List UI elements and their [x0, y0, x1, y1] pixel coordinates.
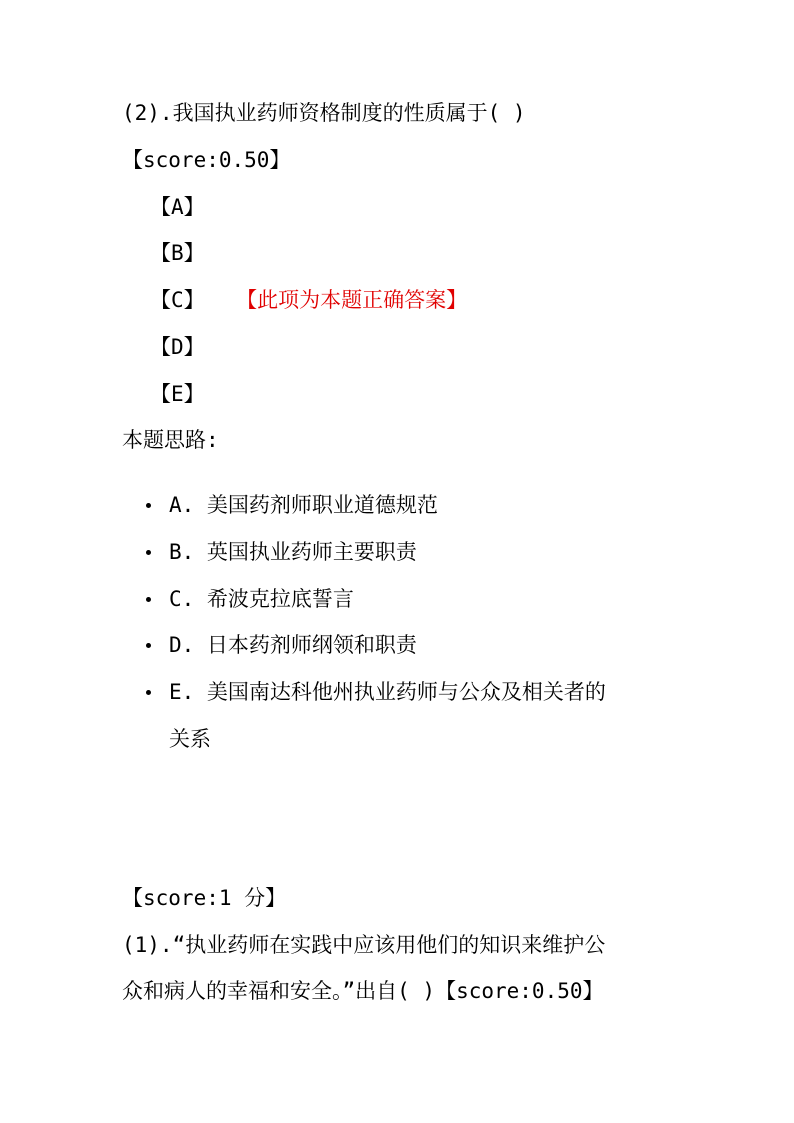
analysis-item-c — [146, 584, 354, 614]
bullet-icon — [146, 643, 151, 648]
option-b-label: 【B】 — [150, 241, 205, 265]
analysis-item-b-text: B. 英国执业药师主要职责 — [169, 540, 417, 564]
correct-answer-note: 【此项为本题正确答案】 — [246, 288, 468, 312]
option-e — [150, 379, 205, 409]
analysis-item-d — [146, 630, 417, 660]
option-a — [150, 192, 205, 222]
option-b — [150, 238, 205, 268]
bullet-icon — [146, 597, 151, 602]
analysis-item-a-text: A. 美国药剂师职业道德规范 — [169, 493, 438, 517]
analysis-title: 本题思路: — [122, 428, 219, 452]
option-d — [150, 332, 205, 362]
analysis-item-c-text: C. 希波克拉底誓言 — [169, 587, 354, 611]
analysis-item-e — [146, 677, 606, 707]
option-e-label: 【E】 — [150, 382, 205, 406]
question-2-score: 【score:0.50】 — [122, 148, 291, 172]
option-d-label: 【D】 — [150, 335, 205, 359]
analysis-item-d-text: D. 日本药剂师纲领和职责 — [169, 633, 417, 657]
option-c-label: 【C】 — [150, 288, 205, 312]
analysis-item-e-text: E. 美国南达科他州执业药师与公众及相关者的 — [169, 680, 606, 704]
analysis-item-e-continuation: 关系 — [169, 727, 211, 751]
option-c — [150, 285, 467, 315]
question-1-stem-line-1: (1).“执业药师在实践中应该用他们的知识来维护公 — [122, 933, 606, 957]
analysis-item-b — [146, 537, 417, 567]
section-score: 【score:1 分】 — [122, 886, 287, 910]
analysis-item-a — [146, 490, 438, 520]
question-1-stem-line-2: 众和病人的幸福和安全。”出自( )【score:0.50】 — [122, 979, 604, 1003]
question-2-stem: (2).我国执业药师资格制度的性质属于( ) — [122, 101, 526, 125]
bullet-icon — [146, 550, 151, 555]
bullet-icon — [146, 690, 151, 695]
bullet-icon — [146, 503, 151, 508]
option-a-label: 【A】 — [150, 195, 205, 219]
